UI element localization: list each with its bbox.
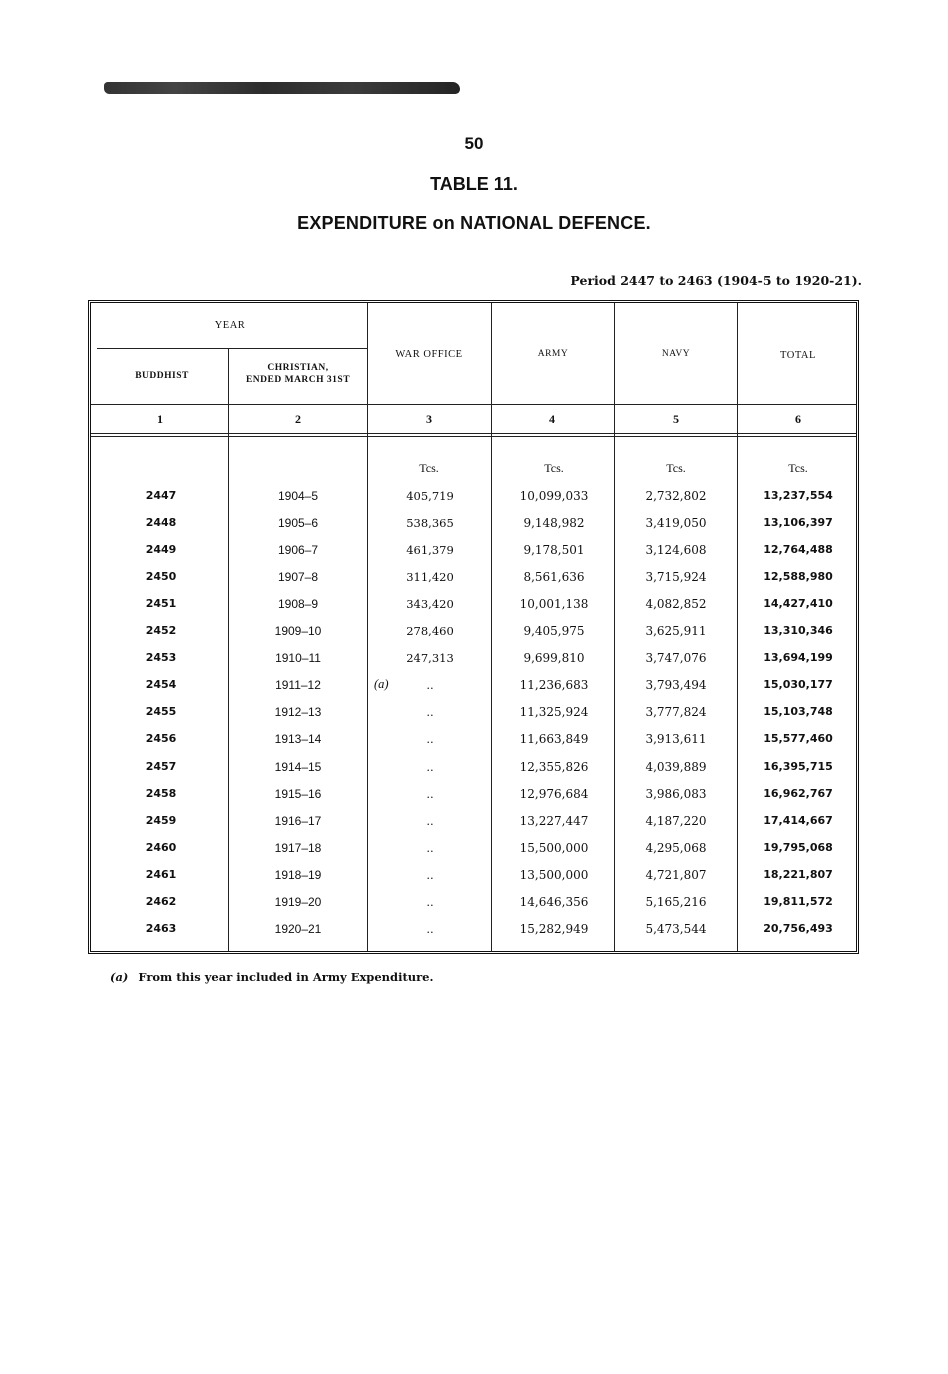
footnote-text: From this year included in Army Expenditure.: [138, 970, 434, 984]
army-cell: 9,178,501: [523, 543, 585, 557]
army-cell: 11,236,683: [519, 678, 589, 692]
column-number: 1: [157, 412, 163, 426]
column-number: 5: [673, 412, 679, 426]
war-office-cell: 461,379: [406, 543, 454, 557]
army-cell: 11,663,849: [519, 732, 589, 746]
note-marker: (a): [374, 677, 389, 691]
buddhist-year-cell: 2447: [145, 489, 177, 502]
war-office-cell: ..: [426, 922, 434, 936]
war-office-cell: ..: [426, 841, 434, 855]
header-war-office: WAR OFFICE: [395, 349, 463, 360]
buddhist-year-cell: 2452: [145, 624, 177, 637]
christian-year-cell: 1909–10: [274, 624, 322, 638]
war-office-cell: 311,420: [406, 570, 454, 584]
buddhist-year-cell: 2455: [145, 705, 177, 718]
navy-cell: 4,187,220: [645, 814, 707, 828]
navy-cell: 4,039,889: [645, 760, 707, 774]
christian-year-cell: 1914–15: [274, 760, 322, 774]
column-number-rule-2: [91, 436, 856, 437]
buddhist-year-cell: 2451: [145, 597, 177, 610]
column-number: 3: [426, 412, 432, 426]
buddhist-year-cell: 2458: [145, 787, 177, 800]
header-army: ARMY: [537, 349, 569, 359]
column-number: 6: [795, 412, 801, 426]
header-bottom-rule: [91, 404, 856, 405]
christian-year-cell: 1919–20: [274, 895, 322, 909]
year-header-rule: [97, 348, 367, 349]
header-year: YEAR: [214, 320, 246, 331]
navy-cell: 3,419,050: [645, 516, 707, 530]
war-office-cell: 247,313: [406, 651, 454, 665]
christian-year-cell: 1917–18: [274, 841, 322, 855]
christian-year-cell: 1915–16: [274, 787, 322, 801]
buddhist-year-cell: 2459: [145, 814, 177, 827]
header-christian-line2: ENDED MARCH 31ST: [245, 374, 351, 385]
total-cell: 12,588,980: [763, 570, 833, 583]
total-cell: 13,237,554: [763, 489, 833, 502]
army-cell: 14,646,356: [519, 895, 589, 909]
buddhist-year-cell: 2463: [145, 922, 177, 935]
war-office-cell: ..: [426, 895, 434, 909]
table-subtitle: EXPENDITURE on NATIONAL DEFENCE.: [297, 213, 651, 233]
war-office-cell: ..: [426, 705, 434, 719]
footnote: [110, 970, 434, 984]
col-divider-4: [614, 303, 615, 951]
navy-cell: 2,732,802: [645, 489, 707, 503]
total-cell: 15,030,177: [763, 678, 833, 691]
christian-year-cell: 1916–17: [274, 814, 322, 828]
total-cell: 13,310,346: [763, 624, 833, 637]
army-cell: 15,500,000: [519, 841, 589, 855]
buddhist-year-cell: 2462: [145, 895, 177, 908]
war-office-cell: 538,365: [406, 516, 454, 530]
navy-cell: 4,295,068: [645, 841, 707, 855]
christian-year-cell: 1906–7: [277, 543, 319, 557]
page-number: 50: [464, 134, 484, 153]
total-cell: 20,756,493: [763, 922, 833, 935]
navy-cell: 5,473,544: [645, 922, 707, 936]
unit-label: Tcs.: [544, 461, 564, 475]
war-office-cell: ..: [426, 868, 434, 882]
war-office-cell: ..: [426, 760, 434, 774]
war-office-cell: 343,420: [406, 597, 454, 611]
total-cell: 15,103,748: [763, 705, 833, 718]
header-christian: [230, 363, 366, 387]
christian-year-cell: 1911–12: [275, 678, 321, 692]
army-cell: 10,001,138: [519, 597, 589, 611]
total-cell: 19,811,572: [763, 895, 833, 908]
total-cell: 16,962,767: [763, 787, 833, 800]
col-divider-3: [491, 303, 492, 951]
header-christian-line1: CHRISTIAN,: [267, 363, 329, 373]
christian-year-cell: 1918–19: [274, 868, 322, 882]
buddhist-year-cell: 2448: [145, 516, 177, 529]
col-divider-2: [367, 303, 368, 951]
army-cell: 12,355,826: [519, 760, 589, 774]
navy-cell: 3,913,611: [645, 732, 707, 746]
war-office-cell: 405,719: [406, 489, 454, 503]
total-cell: 18,221,807: [763, 868, 833, 881]
christian-year-cell: 1908–9: [277, 597, 319, 611]
total-cell: 15,577,460: [763, 732, 833, 745]
army-cell: 9,405,975: [523, 624, 585, 638]
navy-cell: 4,721,807: [645, 868, 707, 882]
christian-year-cell: 1913–14: [274, 732, 322, 746]
buddhist-year-cell: 2454: [145, 678, 177, 691]
buddhist-year-cell: 2457: [145, 760, 177, 773]
war-office-cell: 278,460: [406, 624, 454, 638]
buddhist-year-cell: 2461: [145, 868, 177, 881]
total-cell: 17,414,667: [763, 814, 833, 827]
army-cell: 11,325,924: [519, 705, 589, 719]
navy-cell: 5,165,216: [645, 895, 707, 909]
buddhist-year-cell: 2449: [145, 543, 177, 556]
army-cell: 12,976,684: [519, 787, 589, 801]
navy-cell: 3,715,924: [645, 570, 707, 584]
army-cell: 15,282,949: [519, 922, 589, 936]
christian-year-cell: 1910–11: [275, 651, 321, 665]
army-cell: 9,148,982: [523, 516, 585, 530]
footnote-marker: (a): [110, 970, 129, 984]
header-navy: NAVY: [661, 349, 691, 359]
col-divider-1: [228, 349, 229, 951]
war-office-cell: ..: [426, 787, 434, 801]
col-divider-5: [737, 303, 738, 951]
christian-year-cell: 1905–6: [277, 516, 319, 530]
army-cell: 9,699,810: [523, 651, 585, 665]
christian-year-cell: 1904–5: [277, 489, 319, 503]
army-cell: 13,227,447: [519, 814, 589, 828]
total-cell: 16,395,715: [763, 760, 833, 773]
christian-year-cell: 1912–13: [274, 705, 322, 719]
total-cell: 13,106,397: [763, 516, 833, 529]
table-title: TABLE 11.: [430, 174, 518, 194]
buddhist-year-cell: 2450: [145, 570, 177, 583]
army-cell: 13,500,000: [519, 868, 589, 882]
total-cell: 13,694,199: [763, 651, 833, 664]
total-cell: 14,427,410: [763, 597, 833, 610]
total-cell: 12,764,488: [763, 543, 833, 556]
smudged-header-mark: [104, 82, 460, 94]
christian-year-cell: 1920–21: [274, 922, 322, 936]
column-number: 2: [295, 412, 301, 426]
navy-cell: 4,082,852: [645, 597, 707, 611]
unit-label: Tcs.: [788, 461, 808, 475]
unit-label: Tcs.: [419, 461, 439, 475]
column-number-rule: [91, 433, 856, 434]
unit-label: Tcs.: [666, 461, 686, 475]
buddhist-year-cell: 2456: [145, 732, 177, 745]
navy-cell: 3,777,824: [645, 705, 707, 719]
header-buddhist: BUDDHIST: [135, 371, 189, 381]
christian-year-cell: 1907–8: [277, 570, 319, 584]
buddhist-year-cell: 2460: [145, 841, 177, 854]
navy-cell: 3,625,911: [645, 624, 707, 638]
buddhist-year-cell: 2453: [145, 651, 177, 664]
navy-cell: 3,747,076: [645, 651, 707, 665]
column-number: 4: [549, 412, 555, 426]
army-cell: 10,099,033: [519, 489, 589, 503]
navy-cell: 3,793,494: [645, 678, 707, 692]
war-office-cell: ..: [426, 814, 434, 828]
navy-cell: 3,986,083: [645, 787, 707, 801]
army-cell: 8,561,636: [523, 570, 585, 584]
period-caption: Period 2447 to 2463 (1904-5 to 1920-21).: [570, 273, 862, 288]
war-office-cell: ..: [426, 732, 434, 746]
total-cell: 19,795,068: [763, 841, 833, 854]
header-total: TOTAL: [780, 350, 816, 361]
war-office-cell: ..: [426, 678, 434, 692]
navy-cell: 3,124,608: [645, 543, 707, 557]
